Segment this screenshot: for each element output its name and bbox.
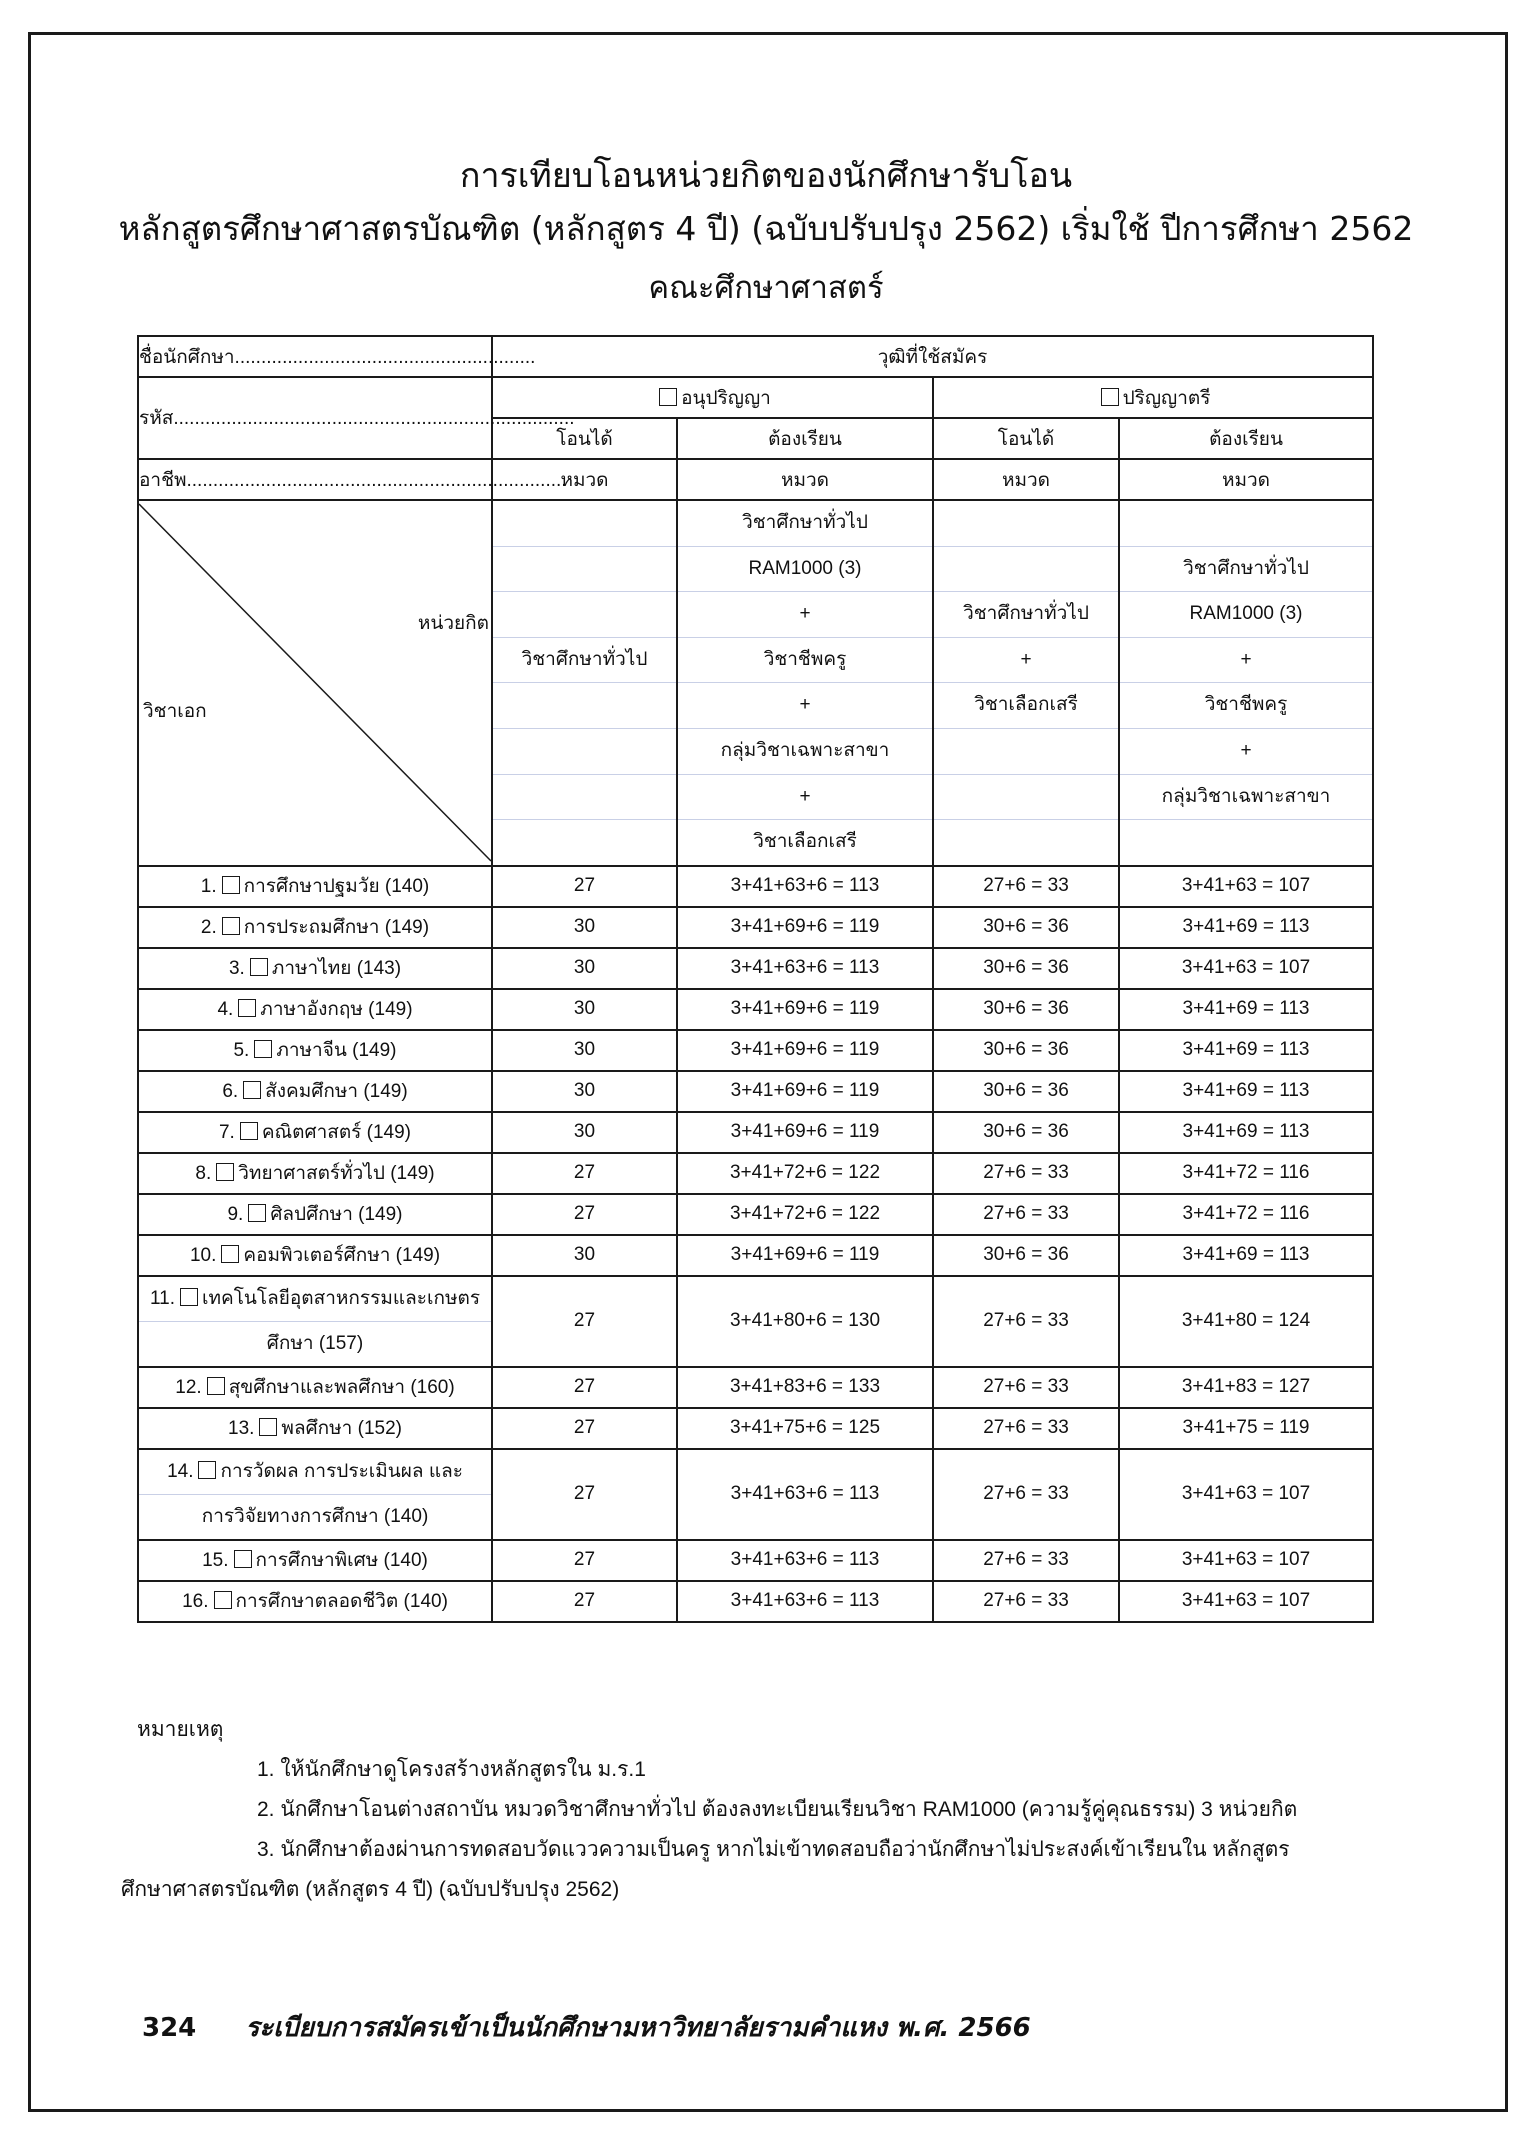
major-row [138, 1071, 1373, 1112]
major-row [138, 1581, 1373, 1622]
diploma-study-credits: 3+41+63+6 = 113 [677, 1449, 933, 1540]
major-name-cell [138, 1235, 492, 1276]
row-number: 12. [175, 1377, 202, 1399]
bachelor-transfer-credits: 30+6 = 36 [933, 1071, 1119, 1112]
major-checkbox[interactable] [207, 1377, 225, 1395]
major-name: การศึกษาปฐมวัย (140) [243, 876, 430, 898]
category-line: + [1120, 729, 1372, 775]
note-1: 1. ให้นักศึกษาดูโครงสร้างหลักสูตรใน ม.ร.1 [257, 1758, 646, 1781]
bachelor-transfer-credits: 27+6 = 33 [933, 1276, 1119, 1367]
student-name-field[interactable]: ชื่อนักศึกษา......................................................... [138, 336, 492, 377]
row-number: 1. [200, 876, 217, 898]
diploma-study-credits: 3+41+63+6 = 113 [677, 866, 933, 907]
major-row [138, 1408, 1373, 1449]
row-number: 2. [200, 917, 217, 939]
page-footer [142, 2007, 1031, 2048]
category-line [1120, 501, 1372, 547]
major-checkbox[interactable] [216, 1163, 234, 1181]
category-line: + [1120, 638, 1372, 684]
major-name-continued: ศึกษา (157) [266, 1332, 364, 1354]
major-name-cell [138, 1540, 492, 1581]
category-line: วิชาเลือกเสรี [934, 683, 1118, 729]
major-name-cell [138, 989, 492, 1030]
diploma-transfer-credits: 27 [492, 1194, 677, 1235]
diagonal-header-cell [138, 500, 492, 866]
bachelor-transfer-header: โอนได้ [933, 418, 1119, 459]
major-row [138, 1153, 1373, 1194]
category-line: RAM1000 (3) [1120, 592, 1372, 638]
major-name-cell [138, 1194, 492, 1235]
diploma-transfer-credits: 30 [492, 989, 677, 1030]
doc-title: การเทียบโอนหน่วยกิตของนักศึกษารับโอน [459, 156, 1073, 196]
diploma-transfer-credits: 27 [492, 1153, 677, 1194]
category-header: หมวด [933, 459, 1119, 500]
major-row [138, 948, 1373, 989]
row-number: 11. [149, 1287, 175, 1309]
major-row [138, 1367, 1373, 1408]
credits-label: หน่วยกิต [417, 613, 489, 635]
diploma-study-header: ต้องเรียน [677, 418, 933, 459]
bachelor-transfer-credits: 27+6 = 33 [933, 1581, 1119, 1622]
major-name: พลศึกษา (152) [281, 1418, 402, 1440]
bachelor-study-credits: 3+41+69 = 113 [1119, 1030, 1373, 1071]
bachelor-study-header: ต้องเรียน [1119, 418, 1373, 459]
row-number: 4. [217, 999, 234, 1021]
major-row [138, 1276, 1373, 1367]
major-name: การศึกษาพิเศษ (140) [255, 1550, 428, 1572]
bachelor-transfer-credits: 30+6 = 36 [933, 907, 1119, 948]
category-line [493, 729, 676, 775]
bachelor-study-credits: 3+41+72 = 116 [1119, 1153, 1373, 1194]
category-line: กลุ่มวิชาเฉพาะสาขา [678, 729, 932, 775]
bachelor-transfer-credits: 27+6 = 33 [933, 1194, 1119, 1235]
diploma-transfer-credits: 27 [492, 866, 677, 907]
major-name: ศิลปศึกษา (149) [270, 1204, 403, 1226]
major-row [138, 1449, 1373, 1540]
row-number: 9. [227, 1204, 244, 1226]
major-checkbox[interactable] [214, 1591, 232, 1609]
major-name: การศึกษาตลอดชีวิต (140) [235, 1591, 448, 1613]
major-row [138, 989, 1373, 1030]
bachelor-transfer-categories [933, 500, 1119, 866]
bachelor-study-credits: 3+41+69 = 113 [1119, 989, 1373, 1030]
category-line [934, 820, 1118, 865]
diploma-transfer-credits: 27 [492, 1408, 677, 1449]
major-checkbox[interactable] [243, 1081, 261, 1099]
diploma-transfer-credits: 27 [492, 1276, 677, 1367]
bachelor-study-credits: 3+41+69 = 113 [1119, 1112, 1373, 1153]
doc-subtitle: หลักสูตรศึกษาศาสตรบัณฑิต (หลักสูตร 4 ปี) (ฉบับปรับปรุง 2562) เริ่มใช้ ปีการศึกษา 2562 [118, 209, 1414, 248]
category-line: วิชาเลือกเสรี [753, 831, 857, 853]
row-number: 6. [222, 1081, 239, 1103]
bachelor-transfer-credits: 27+6 = 33 [933, 1449, 1119, 1540]
student-id-field[interactable]: รหัส............................................................................ [138, 377, 492, 459]
major-row [138, 907, 1373, 948]
diploma-transfer-credits: 27 [492, 1581, 677, 1622]
diploma-study-credits: 3+41+75+6 = 125 [677, 1408, 933, 1449]
major-name: ภาษาอังกฤษ (149) [260, 999, 413, 1021]
major-name: เทคโนโลยีอุตสาหกรรมและเกษตร [201, 1287, 481, 1309]
major-checkbox[interactable] [198, 1461, 216, 1479]
diploma-study-credits: 3+41+69+6 = 119 [677, 1071, 933, 1112]
bachelor-transfer-credits: 27+6 = 33 [933, 1367, 1119, 1408]
bachelor-study-credits: 3+41+63 = 107 [1119, 1449, 1373, 1540]
major-checkbox[interactable] [222, 917, 240, 935]
qualification-header: วุฒิที่ใช้สมัคร [492, 336, 1373, 377]
category-header: หมวด [492, 459, 677, 500]
diploma-study-credits: 3+41+69+6 = 119 [677, 907, 933, 948]
major-name: ภาษาจีน (149) [276, 1040, 397, 1062]
diploma-transfer-header: โอนได้ [492, 418, 677, 459]
major-checkbox[interactable] [248, 1204, 266, 1222]
major-checkbox[interactable] [222, 876, 240, 894]
major-row [138, 1030, 1373, 1071]
bachelor-study-credits: 3+41+69 = 113 [1119, 1235, 1373, 1276]
category-line: + [678, 775, 932, 821]
major-name: ภาษาไทย (143) [271, 958, 402, 980]
diploma-study-credits: 3+41+69+6 = 119 [677, 1030, 933, 1071]
major-checkbox[interactable] [254, 1040, 272, 1058]
diploma-transfer-credits: 30 [492, 907, 677, 948]
category-line [493, 547, 676, 593]
diploma-transfer-credits: 30 [492, 1030, 677, 1071]
diploma-study-credits: 3+41+72+6 = 122 [677, 1194, 933, 1235]
diploma-study-credits: 3+41+63+6 = 113 [677, 1540, 933, 1581]
category-header: หมวด [677, 459, 933, 500]
diploma-study-categories [677, 500, 933, 866]
row-number: 10. [189, 1245, 217, 1267]
credit-transfer-table [137, 335, 1374, 1623]
category-line: วิชาศึกษาทั่วไป [678, 501, 932, 547]
major-name-cell [138, 1408, 492, 1449]
major-name: คอมพิวเตอร์ศึกษา (149) [243, 1245, 441, 1267]
diploma-study-credits: 3+41+83+6 = 133 [677, 1367, 933, 1408]
major-checkbox[interactable] [240, 1122, 258, 1140]
category-line [493, 501, 676, 547]
major-name-continued: การวิจัยทางการศึกษา (140) [201, 1505, 429, 1527]
major-checkbox[interactable] [259, 1418, 277, 1436]
major-row [138, 1540, 1373, 1581]
category-line [934, 547, 1118, 593]
diploma-transfer-credits: 27 [492, 1367, 677, 1408]
category-line: วิชาศึกษาทั่วไป [1120, 547, 1372, 593]
major-checkbox[interactable] [180, 1288, 198, 1306]
bachelor-study-credits: 3+41+63 = 107 [1119, 948, 1373, 989]
category-header: หมวด [1119, 459, 1373, 500]
major-checkbox[interactable] [238, 999, 256, 1017]
row-number: 8. [195, 1163, 212, 1185]
note-3: 3. นักศึกษาต้องผ่านการทดสอบวัดแววความเป็นครู หากไม่เข้าทดสอบถือว่านักศึกษาไม่ประสงค์เข้าเรียนใน หลักสูตร [257, 1838, 1290, 1861]
diploma-study-credits: 3+41+69+6 = 119 [677, 989, 933, 1030]
bachelor-study-categories [1119, 500, 1373, 866]
category-line [493, 683, 676, 729]
category-line: RAM1000 (3) [678, 547, 932, 593]
notes-section [121, 1710, 1437, 1910]
diploma-header: อนุปริญญา [492, 377, 933, 418]
diploma-study-credits: 3+41+69+6 = 119 [677, 1112, 933, 1153]
category-line [493, 592, 676, 638]
major-name-cell [138, 1112, 492, 1153]
category-line: + [678, 683, 932, 729]
bachelor-transfer-credits: 30+6 = 36 [933, 1112, 1119, 1153]
major-name-cell [138, 948, 492, 989]
major-checkbox[interactable] [250, 958, 268, 976]
diploma-transfer-credits: 27 [492, 1449, 677, 1540]
major-name: สุขศึกษาและพลศึกษา (160) [228, 1377, 455, 1399]
major-name: คณิตศาสตร์ (149) [261, 1122, 412, 1144]
major-name-cell [138, 907, 492, 948]
major-row [138, 1112, 1373, 1153]
bachelor-study-credits: 3+41+72 = 116 [1119, 1194, 1373, 1235]
row-number: 3. [228, 958, 245, 980]
major-row [138, 866, 1373, 907]
bachelor-study-credits: 3+41+83 = 127 [1119, 1367, 1373, 1408]
note-2: 2. นักศึกษาโอนต่างสถาบัน หมวดวิชาศึกษาทั่วไป ต้องลงทะเบียนเรียนวิชา RAM1000 (ความรู้คู่คุณธรรม) 3 หน่วยกิต [257, 1798, 1298, 1821]
page-number: 324 [142, 2013, 197, 2043]
diploma-transfer-credits: 30 [492, 1071, 677, 1112]
diploma-transfer-credits: 30 [492, 1112, 677, 1153]
major-checkbox[interactable] [234, 1550, 252, 1568]
diploma-study-credits: 3+41+63+6 = 113 [677, 1581, 933, 1622]
notes-title: หมายเหตุ [137, 1718, 224, 1741]
bachelor-transfer-credits: 30+6 = 36 [933, 1235, 1119, 1276]
bachelor-transfer-credits: 30+6 = 36 [933, 948, 1119, 989]
bachelor-study-credits: 3+41+63 = 107 [1119, 866, 1373, 907]
major-name-cell [138, 866, 492, 907]
bachelor-transfer-credits: 30+6 = 36 [933, 1030, 1119, 1071]
category-line: วิชาชีพครู [678, 638, 932, 684]
major-name-cell [138, 1030, 492, 1071]
category-line: วิชาศึกษาทั่วไป [934, 592, 1118, 638]
diploma-study-credits: 3+41+63+6 = 113 [677, 948, 933, 989]
row-number: 15. [202, 1550, 229, 1572]
major-checkbox[interactable] [221, 1245, 239, 1263]
major-name-cell [138, 1153, 492, 1194]
major-name: การประถมศึกษา (149) [243, 917, 430, 939]
category-line [493, 820, 676, 865]
occupation-field[interactable]: อาชีพ........................................................................ [138, 459, 492, 500]
category-line: วิชาศึกษาทั่วไป [493, 638, 676, 684]
row-number: 14. [167, 1460, 194, 1482]
footer-text: ระเบียบการสมัครเข้าเป็นนักศึกษามหาวิทยาลัยรามคำแหง พ.ศ. 2566 [245, 2013, 1031, 2043]
diploma-study-credits: 3+41+80+6 = 130 [677, 1276, 933, 1367]
bachelor-checkbox[interactable] [1101, 388, 1119, 406]
major-label: วิชาเอก [143, 701, 207, 723]
bachelor-study-credits: 3+41+63 = 107 [1119, 1540, 1373, 1581]
diploma-transfer-categories [492, 500, 677, 866]
bachelor-transfer-credits: 30+6 = 36 [933, 989, 1119, 1030]
major-name-cell [138, 1581, 492, 1622]
diploma-checkbox[interactable] [659, 388, 677, 406]
category-line: + [934, 638, 1118, 684]
category-line [934, 775, 1118, 821]
category-line [1120, 820, 1372, 865]
bachelor-study-credits: 3+41+69 = 113 [1119, 1071, 1373, 1112]
bachelor-study-credits: 3+41+63 = 107 [1119, 1581, 1373, 1622]
major-name-cell [138, 1276, 492, 1367]
bachelor-study-credits: 3+41+75 = 119 [1119, 1408, 1373, 1449]
bachelor-transfer-credits: 27+6 = 33 [933, 1540, 1119, 1581]
category-line [493, 775, 676, 821]
major-row [138, 1194, 1373, 1235]
diploma-transfer-credits: 30 [492, 948, 677, 989]
diploma-study-credits: 3+41+72+6 = 122 [677, 1153, 933, 1194]
category-line [934, 501, 1118, 547]
diploma-transfer-credits: 30 [492, 1235, 677, 1276]
category-line [934, 729, 1118, 775]
row-number: 16. [182, 1591, 209, 1613]
doc-faculty: คณะศึกษาศาสตร์ [648, 270, 884, 306]
bachelor-header: ปริญญาตรี [933, 377, 1373, 418]
major-name-cell [138, 1449, 492, 1540]
major-name-cell [138, 1367, 492, 1408]
row-number: 13. [228, 1418, 255, 1440]
diploma-transfer-credits: 27 [492, 1540, 677, 1581]
bachelor-transfer-credits: 27+6 = 33 [933, 866, 1119, 907]
category-line: + [678, 592, 932, 638]
category-line: กลุ่มวิชาเฉพาะสาขา [1120, 775, 1372, 821]
bachelor-transfer-credits: 27+6 = 33 [933, 1153, 1119, 1194]
diagonal-line [139, 504, 491, 861]
bachelor-study-credits: 3+41+80 = 124 [1119, 1276, 1373, 1367]
diploma-study-credits: 3+41+69+6 = 119 [677, 1235, 933, 1276]
category-line: วิชาชีพครู [1120, 683, 1372, 729]
major-name-cell [138, 1071, 492, 1112]
major-name: การวัดผล การประเมินผล และ [220, 1460, 463, 1482]
bachelor-study-credits: 3+41+69 = 113 [1119, 907, 1373, 948]
note-3-continued: ศึกษาศาสตรบัณฑิต (หลักสูตร 4 ปี) (ฉบับปรับปรุง 2562) [121, 1878, 620, 1901]
row-number: 5. [233, 1040, 250, 1062]
row-number: 7. [218, 1122, 235, 1144]
bachelor-transfer-credits: 27+6 = 33 [933, 1408, 1119, 1449]
major-name: สังคมศึกษา (149) [265, 1081, 408, 1103]
major-name: วิทยาศาสตร์ทั่วไป (149) [238, 1163, 435, 1185]
major-row [138, 1235, 1373, 1276]
